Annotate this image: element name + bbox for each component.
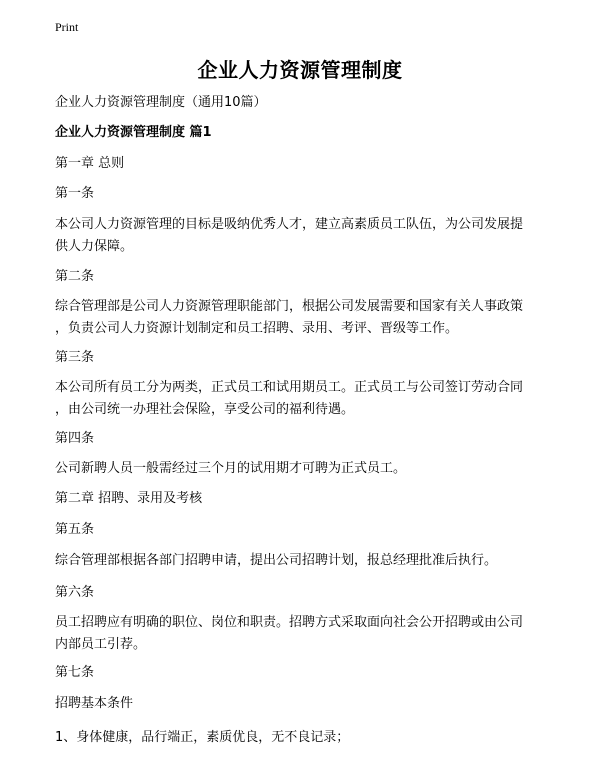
article-4-text — [55, 458, 550, 480]
article-1-line-1: 本公司人力资源管理的目标是吸纳优秀人才，建立高素质员工队伍，为公司发展提 — [55, 217, 524, 232]
article-6-line-2: 内部员工引荐。 — [55, 637, 147, 652]
article-6-line-1: 员工招聘应有明确的职位、岗位和职责。招聘方式采取面向社会公开招聘或由公司 — [55, 615, 524, 630]
article-6-label: 第六条 — [55, 585, 95, 600]
article-2-line-2: ，负责公司人力资源计划制定和员工招聘、录用、考评、晋级等工作。 — [55, 321, 459, 336]
article-5-text — [55, 550, 550, 572]
article-3-line-1: 本公司所有员工分为两类，正式员工和试用期员工。正式员工与公司签订劳动合同 — [55, 380, 524, 395]
article-5-line-1: 综合管理部根据各部门招聘申请，提出公司招聘计划，报总经理批准后执行。 — [55, 553, 498, 568]
recruit-conditions-heading: 招聘基本条件 — [55, 696, 134, 711]
article-3-label: 第三条 — [55, 350, 95, 365]
section-heading: 企业人力资源管理制度 篇1 — [55, 125, 212, 140]
article-1-line-2: 供人力保障。 — [55, 239, 134, 254]
article-2-text — [55, 296, 550, 340]
article-4-label: 第四条 — [55, 431, 95, 446]
print-link[interactable]: Print — [55, 20, 79, 34]
article-2-label: 第二条 — [55, 269, 95, 284]
chapter-heading-1: 第一章 总则 — [55, 156, 125, 171]
article-6-text — [55, 612, 550, 656]
chapter-heading-2: 第二章 招聘、录用及考核 — [55, 491, 203, 506]
article-4-line-1: 公司新聘人员一般需经过三个月的试用期才可聘为正式员工。 — [55, 461, 407, 476]
document-subtitle: 企业人力资源管理制度（通用10篇） — [55, 95, 267, 110]
article-5-label: 第五条 — [55, 522, 95, 537]
article-1-label: 第一条 — [55, 186, 95, 201]
document-title: 企业人力资源管理制度 — [197, 58, 403, 82]
article-2-line-1: 综合管理部是公司人力资源管理职能部门，根据公司发展需要和国家有关人事政策 — [55, 299, 524, 314]
article-1-text — [55, 214, 550, 258]
article-3-text — [55, 377, 550, 421]
article-7-label: 第七条 — [55, 665, 95, 680]
article-3-line-2: ，由公司统一办理社会保险，享受公司的福利待遇。 — [55, 402, 355, 417]
condition-item-1: 1、身体健康，品行端正，素质优良，无不良记录； — [55, 730, 350, 745]
